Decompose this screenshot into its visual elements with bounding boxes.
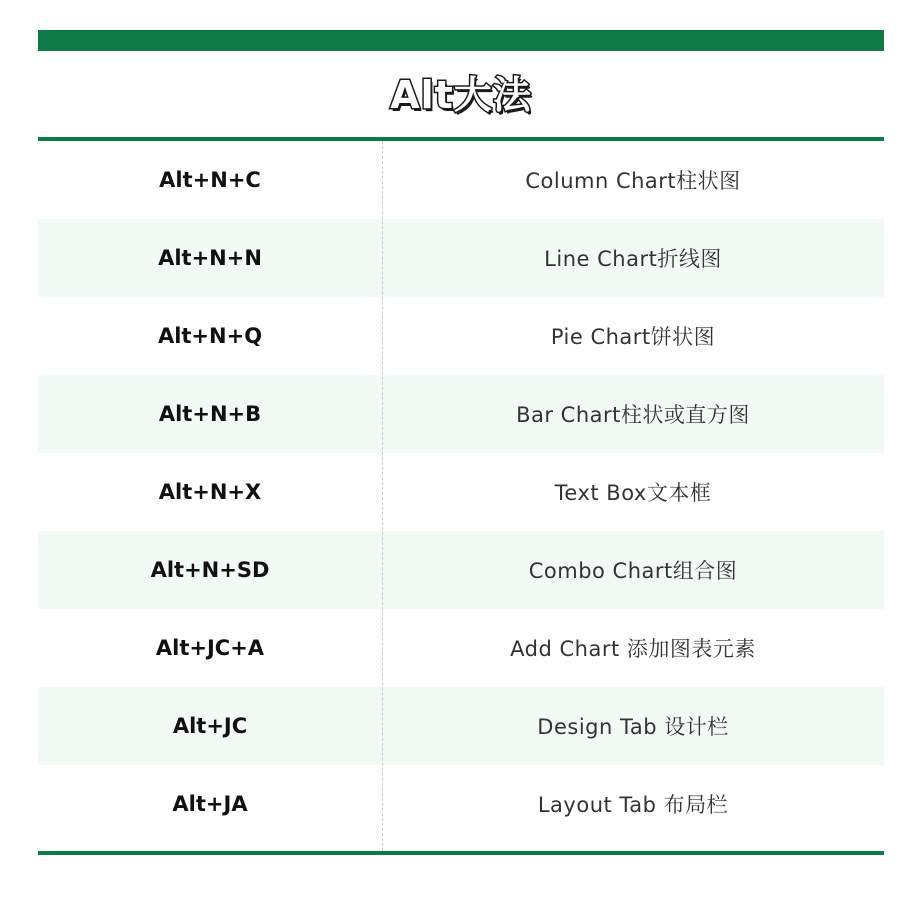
table-row: [38, 531, 884, 609]
table-row: [38, 765, 884, 843]
shortcut-key: Alt+N+Q: [157, 324, 263, 348]
shortcut-key: Alt+N+X: [158, 480, 262, 504]
shortcut-description: Text Box文本框: [554, 481, 712, 505]
shortcut-key: Alt+N+SD: [150, 558, 270, 582]
top-accent-bar: [38, 30, 884, 51]
shortcut-key: Alt+N+C: [159, 168, 261, 192]
shortcut-key: Alt+N+N: [158, 246, 262, 270]
page-title: Alt大法: [390, 73, 532, 117]
shortcut-description: Add Chart 添加图表元素: [510, 637, 756, 661]
table-row: [38, 219, 884, 297]
shortcut-description: Design Tab 设计栏: [537, 715, 729, 739]
shortcut-key: Alt+JC: [172, 714, 248, 738]
shortcut-description: Combo Chart组合图: [528, 559, 738, 583]
shortcut-description: Layout Tab 布局栏: [537, 793, 729, 817]
table-row: [38, 453, 884, 531]
shortcut-table: [38, 137, 884, 855]
shortcut-key: Alt+JA: [172, 792, 248, 816]
shortcut-key: Alt+N+B: [158, 402, 262, 426]
shortcut-description: Pie Chart饼状图: [550, 325, 716, 349]
table-row: [38, 141, 884, 219]
table-row: [38, 687, 884, 765]
table-row: [38, 609, 884, 687]
shortcut-key: Alt+JC+A: [155, 636, 265, 660]
table-row: [38, 297, 884, 375]
shortcut-description: Bar Chart柱状或直方图: [516, 403, 750, 427]
table-row: [38, 375, 884, 453]
shortcut-description: Line Chart折线图: [544, 247, 722, 271]
shortcut-description: Column Chart柱状图: [525, 169, 741, 193]
column-divider: [382, 141, 383, 851]
